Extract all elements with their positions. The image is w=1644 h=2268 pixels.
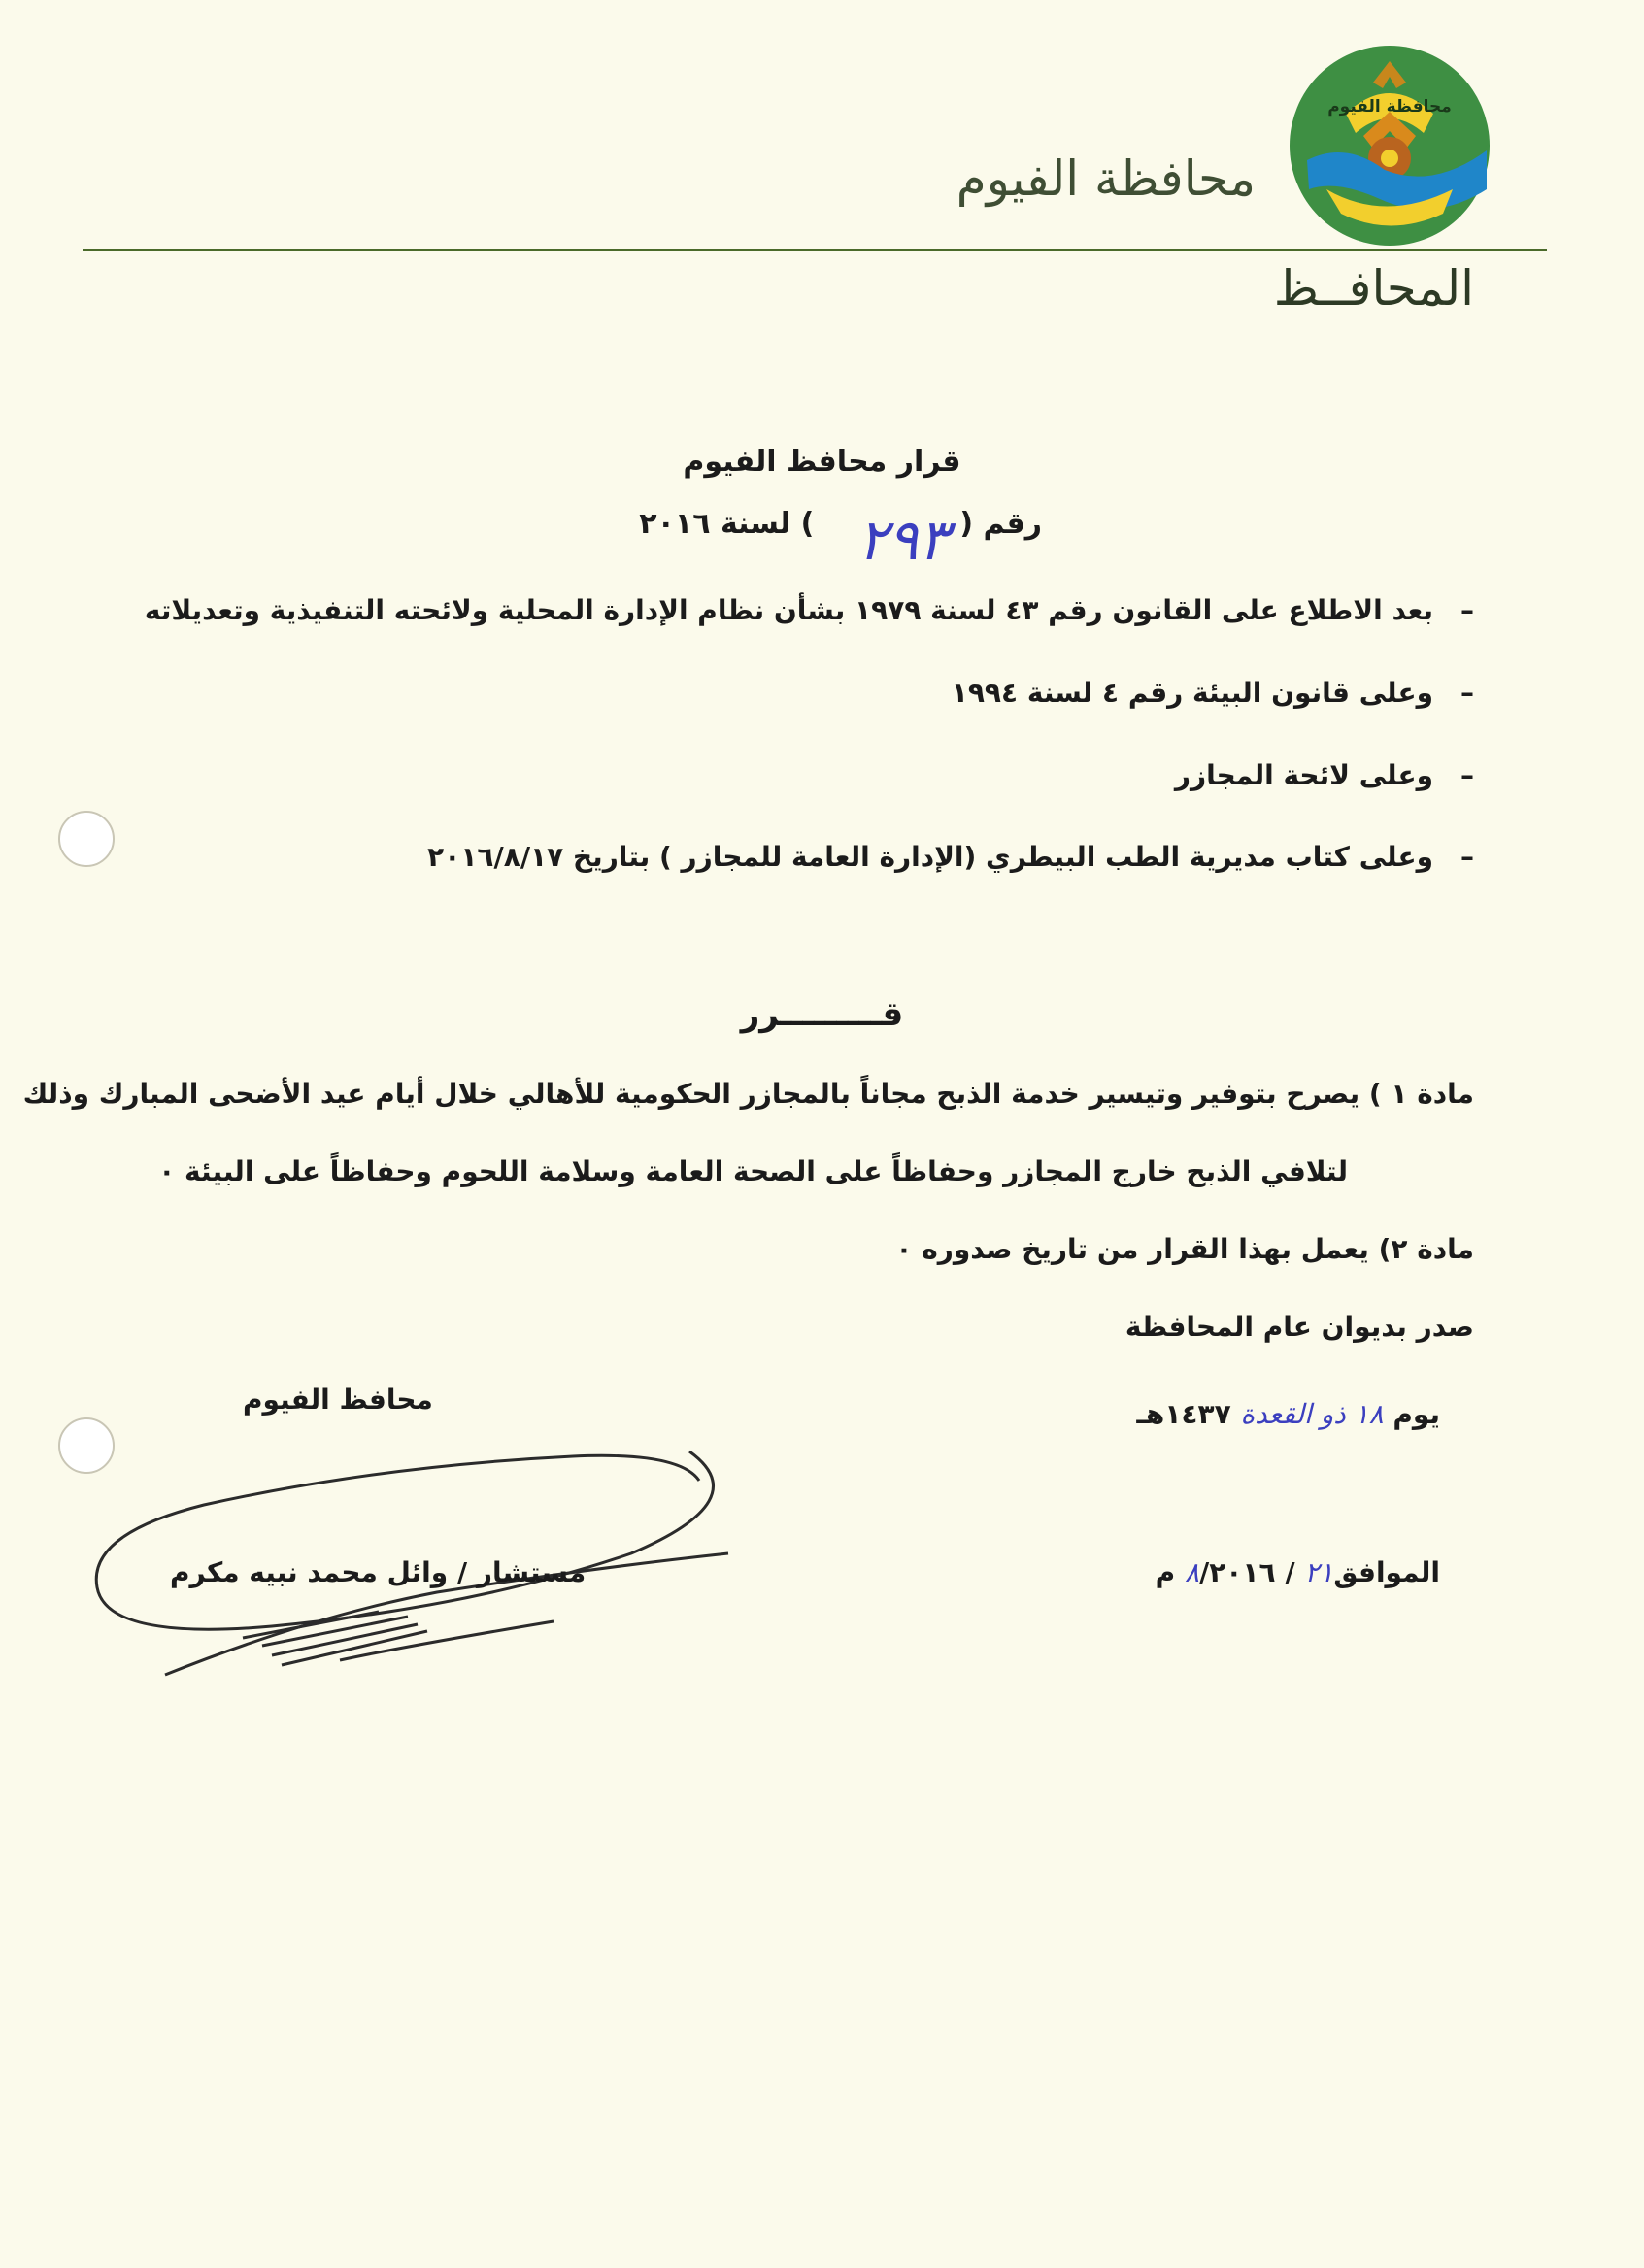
corresponding-label: الموافق — [1333, 1556, 1440, 1588]
issued-at: صدر بديوان عام المحافظة — [1124, 1311, 1474, 1343]
office-title: المحافــظ — [1273, 260, 1474, 317]
number-prefix: رقم ( — [959, 507, 1042, 541]
decides-heading: قـــــــــرر — [740, 995, 904, 1034]
decision-title: قرار محافظ الفيوم — [683, 445, 961, 479]
handwritten-greg-month: ٨ — [1184, 1556, 1199, 1588]
organization-name: محافظة الفيوم — [956, 150, 1256, 207]
signatory-name: مستشار / وائل محمد نبيه مكرم — [170, 1556, 587, 1588]
logo-text: محافظة الفيوم — [1327, 97, 1452, 117]
article-2: مادة ٢) يعمل بهذا القرار من تاريخ صدوره ٠ — [895, 1233, 1474, 1265]
gregorian-year: /٢٠١٦ م — [1155, 1556, 1276, 1588]
punch-hole-top — [58, 811, 115, 867]
hijri-year: ١٤٣٧هـ — [1136, 1398, 1231, 1430]
preamble-item: –وعلى قانون البيئة رقم ٤ لسنة ١٩٩٤ — [951, 677, 1474, 709]
handwritten-hijri-day: ١٨ ذو القعدة — [1240, 1398, 1384, 1430]
gregorian-date-line: الموافق٢١ / ٨/٢٠١٦ م — [1155, 1556, 1440, 1588]
preamble-item: –وعلى كتاب مديرية الطب البيطري (الإدارة العامة للمجازر ) بتاريخ ٢٠١٦/٨/١٧ — [427, 841, 1474, 873]
signatory-title: محافظ الفيوم — [243, 1384, 433, 1416]
article-1-line-2: لتلافي الذبح خارج المجازر وحفاظاً على الصحة العامة وسلامة اللحوم وحفاظاً على البيئة ٠ — [158, 1155, 1348, 1187]
preamble-item: –بعد الاطلاع على القانون رقم ٤٣ لسنة ١٩٧٩ بشأن نظام الإدارة المحلية ولائحته التنفيذية وتعديلاته — [144, 594, 1474, 626]
number-suffix: ) لسنة ٢٠١٦ — [639, 507, 815, 541]
article-1-line-1: مادة ١ ) يصرح بتوفير وتيسير خدمة الذبح مجاناً بالمجازر الحكومية للأهالي خلال أيام عيد الأضحى المبارك وذلك — [22, 1078, 1474, 1110]
day-label: يوم — [1392, 1398, 1440, 1430]
header-divider — [83, 249, 1547, 251]
handwritten-decision-number — [816, 501, 990, 579]
handwritten-greg-day: ٢١ — [1304, 1556, 1334, 1588]
svg-text:٢٩٣: ٢٩٣ — [857, 507, 949, 573]
hijri-date-line — [1136, 1398, 1440, 1430]
governorate-logo — [1288, 44, 1492, 248]
preamble-item: –وعلى لائحة المجازر — [1174, 759, 1474, 791]
